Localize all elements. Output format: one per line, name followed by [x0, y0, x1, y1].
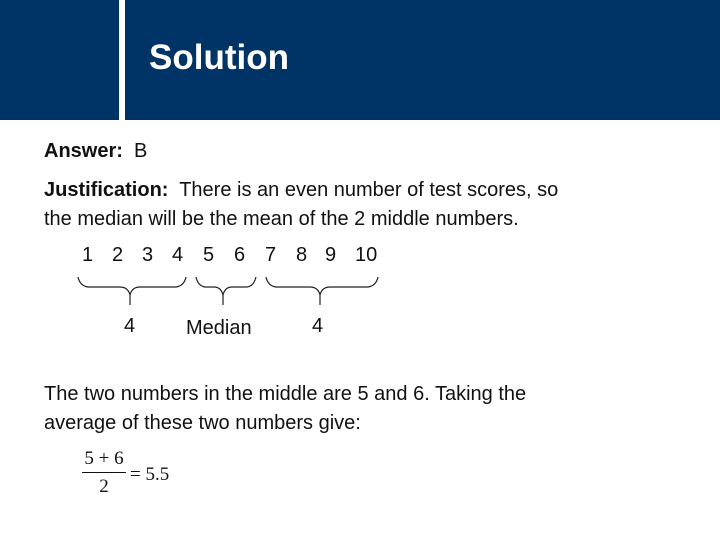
median-brace	[196, 277, 256, 295]
number-item: 2	[112, 244, 124, 266]
answer-value: B	[134, 140, 148, 162]
number-item: 7	[265, 244, 277, 266]
number-item: 1	[82, 244, 94, 266]
number-item: 3	[142, 244, 154, 266]
number-item: 9	[325, 244, 337, 266]
justification-label: Justification:	[44, 179, 169, 201]
right-group-brace	[266, 277, 378, 295]
number-item: 8	[296, 244, 308, 266]
explanation-line-1: The two numbers in the middle are 5 and 6. Taking the	[44, 383, 527, 405]
answer-label: Answer:	[44, 140, 123, 162]
left-group-brace	[78, 277, 186, 295]
number-item: 10	[355, 244, 378, 266]
fraction	[82, 448, 126, 498]
fraction-bar	[82, 472, 126, 473]
slide-title: Solution	[149, 38, 289, 77]
number-item: 6	[234, 244, 246, 266]
number-item: 4	[172, 244, 184, 266]
formula-result: = 5.5	[130, 464, 170, 485]
median-label: Median	[186, 317, 252, 339]
right-group-count: 4	[312, 315, 324, 337]
fraction-numerator: 5 + 6	[84, 448, 124, 469]
left-group-count: 4	[124, 315, 136, 337]
justification-line-2: the median will be the mean of the 2 middle numbers.	[44, 208, 519, 230]
number-item: 5	[203, 244, 215, 266]
explanation-line-2: average of these two numbers give:	[44, 412, 361, 434]
fraction-denominator: 2	[99, 476, 109, 497]
justification-text-1: There is an even number of test scores, so	[179, 179, 559, 201]
